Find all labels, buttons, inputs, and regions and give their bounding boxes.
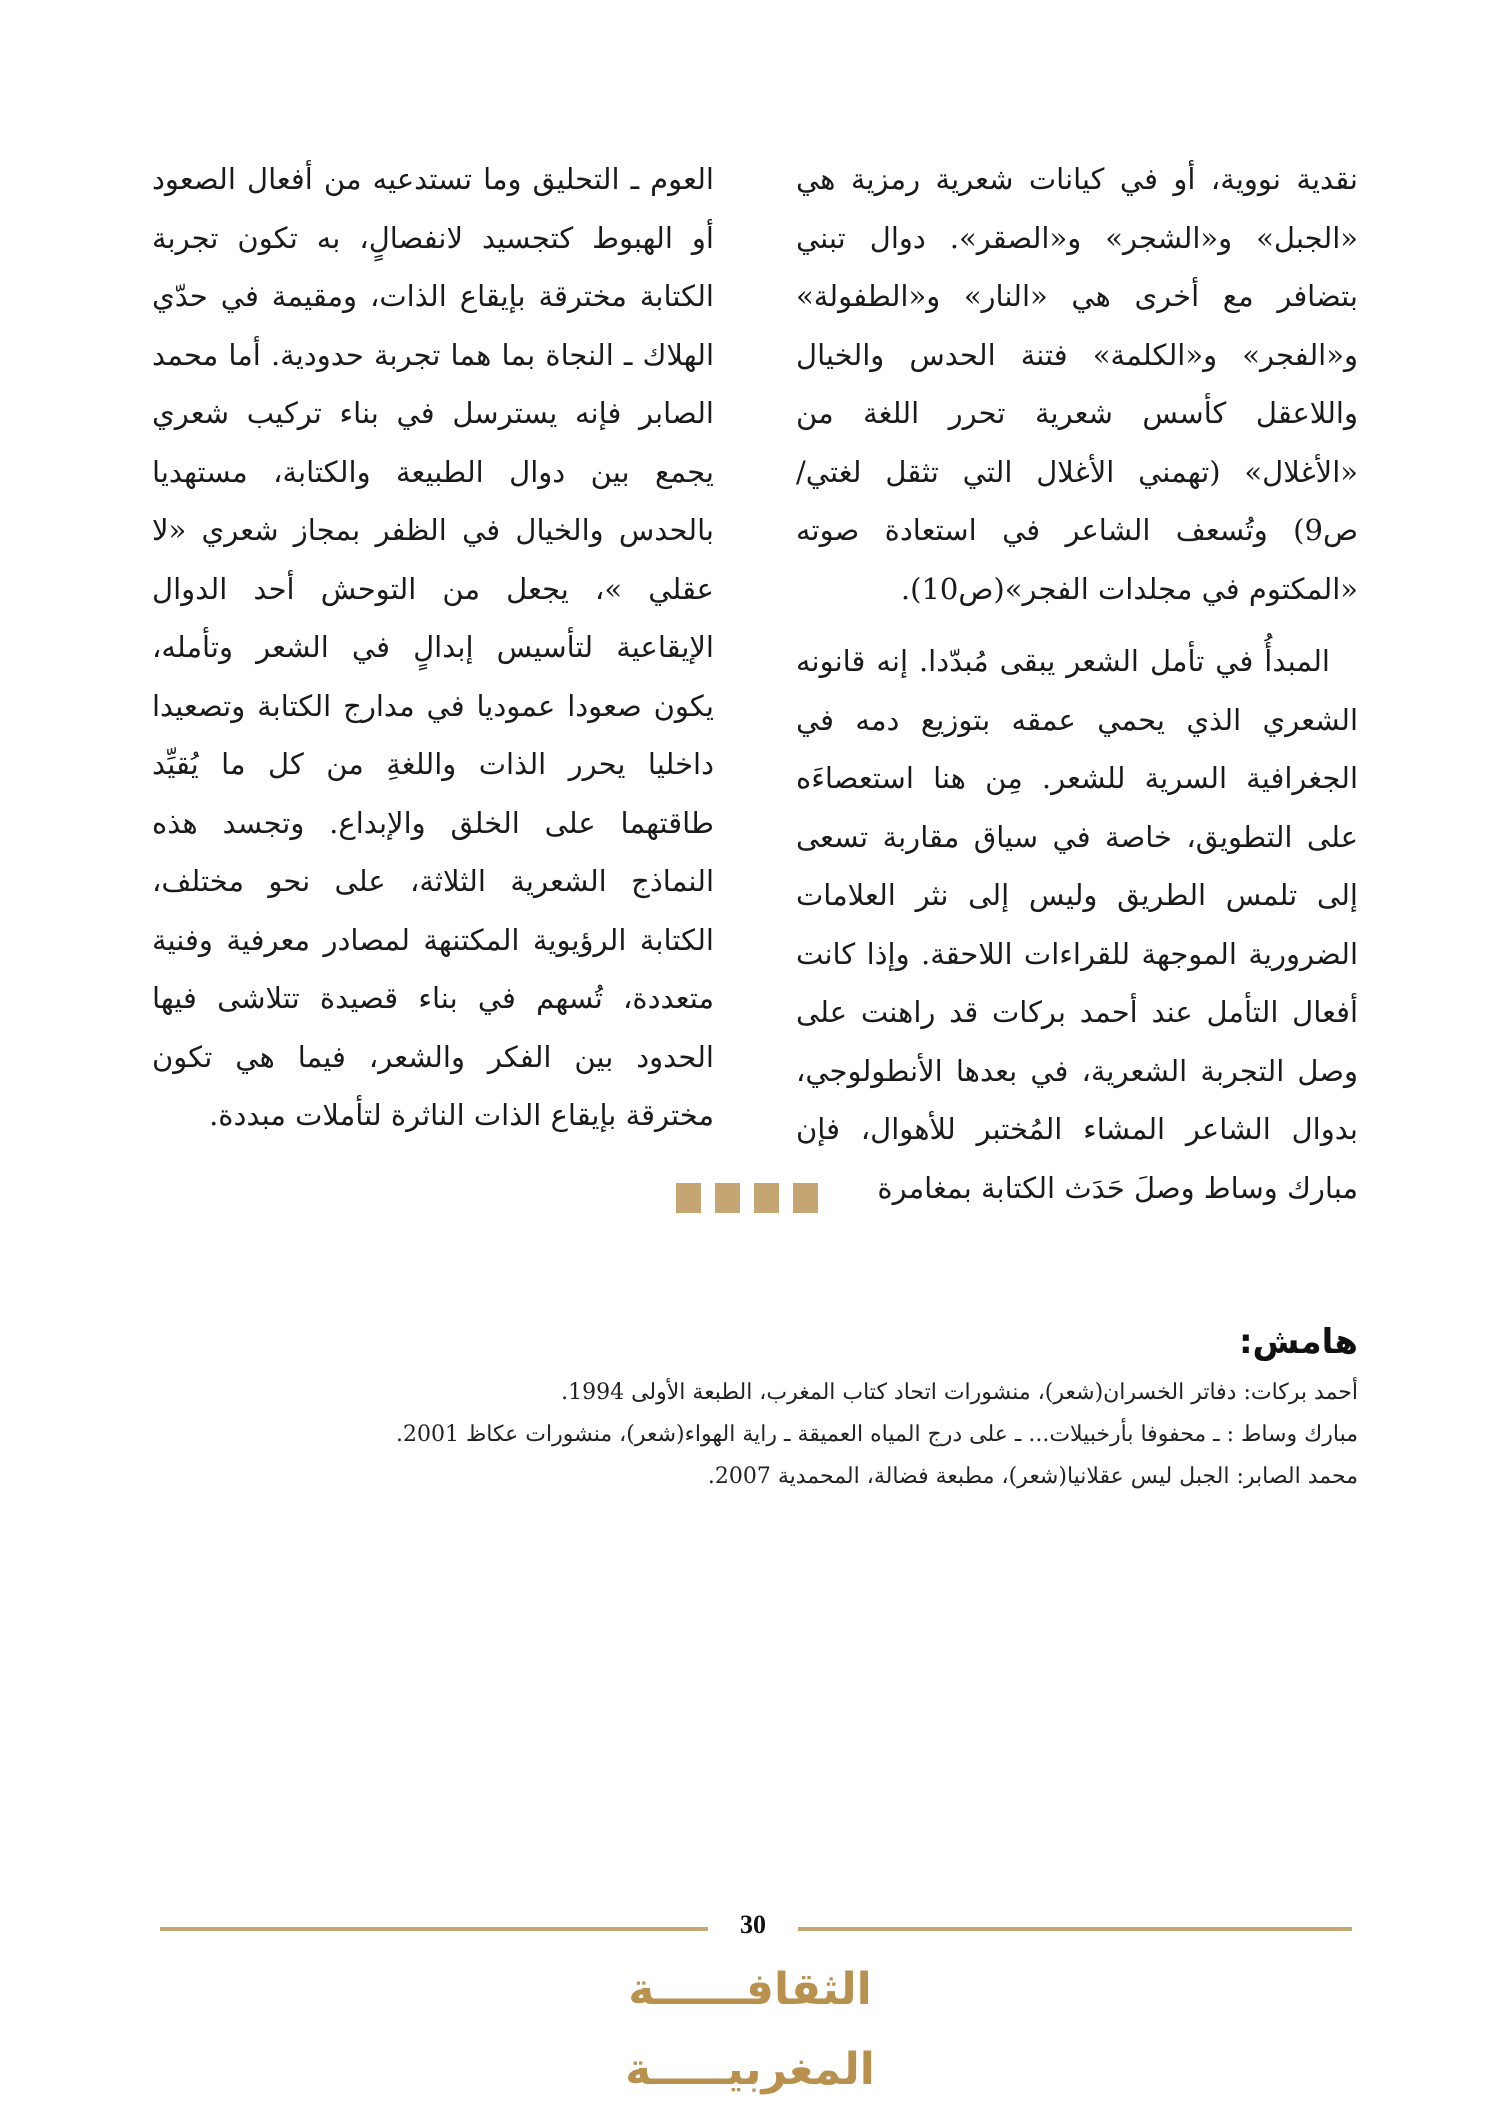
separator-block (676, 1183, 701, 1213)
article-column-right (796, 150, 1358, 1217)
separator-block (793, 1183, 818, 1213)
footnotes-heading: هامش: (1238, 1322, 1358, 1362)
paragraph-2: المبدأُ في تأمل الشعر يبقى مُبدّدا. إنه قانونه الشعري الذي يحمي عمقه بتوزيع دمه في الجغرافية السرية للشعر. مِن هنا استعصاءَه على التطويق، خاصة في سياق مقاربة تسعى إلى تلمس الطريق وليس إلى نثر العلامات الضرورية الموجهة للقراءات اللاحقة. وإذا كانت أفعال التأمل عند أحمد بركات قد راهنت على وصل التجربة الشعرية، في بعدها الأنطولوجي، بدوال الشاعر المشاء المُختبر للأهوال، فإن مبارك وساط وصلَ حَدَث الكتابة بمغامرة (796, 644, 1358, 1205)
magazine-title-logo: الثقافــــــة المغربيـــــة (625, 1964, 875, 2095)
footnote-item: مبارك وساط : ـ محفوفا بأرخبيلات... ـ على درج المياه العميقة ـ راية الهواء(شعر)، منشورات عكاظ 2001. (395, 1422, 1358, 1447)
paragraph-1: نقدية نووية، أو في كيانات شعرية رمزية هي «الجبل» و«الشجر» و«الصقر». دوال تبني بتضافر مع أخرى هي «النار» و«الطفولة» و«الفجر» و«الكلمة» فتنة الحدس والخيال واللاعقل كأسس شعرية تحرر اللغة من «الأغلال» (تهمني الأغلال التي تثقل لغتي/ ص9) وتُسعف الشاعر في استعادة صوته «المكتوم في مجلدات الفجر»(ص10). (796, 162, 1358, 606)
footnote-item: أحمد بركات: دفاتر الخسران(شعر)، منشورات اتحاد كتاب المغرب، الطبعة الأولى 1994. (561, 1380, 1358, 1405)
footnotes (158, 1318, 1358, 1498)
section-separator (676, 1183, 818, 1213)
paragraph-3: العوم ـ التحليق وما تستدعيه من أفعال الصعود أو الهبوط كتجسيد لانفصالٍ، به تكون تجربة الكتابة مخترقة بإيقاع الذات، ومقيمة في حدّي الهلاك ـ النجاة بما هما تجربة حدودية. أما محمد الصابر فإنه يسترسل في بناء تركيب شعري يجمع بين دوال الطبيعة والكتابة، مستهديا بالحدس والخيال في الظفر بمجاز شعري «لا عقلي »، يجعل من التوحش أحد الدوال الإيقاعية لتأسيس إبدالٍ في الشعر وتأمله، يكون صعودا عموديا في مدارج الكتابة وتصعيدا داخليا يحرر الذات واللغةِ من كل ما يُقيِّد طاقتهما على الخلق والإبداع. وتجسد هذه النماذج الشعرية الثلاثة، على نحو مختلف، الكتابة الرؤيوية المكتنهة لمصادر معرفية وفنية متعددة، تُسهم في بناء قصيدة تتلاشى فيها الحدود بين الفكر والشعر، فيما هي تكون مخترقة بإيقاع الذات الناثرة لتأملات مبددة. (152, 162, 714, 1132)
page-number: 30 (708, 1904, 798, 1946)
article-column-left (152, 150, 714, 1145)
separator-block (715, 1183, 740, 1213)
separator-block (754, 1183, 779, 1213)
footnote-item: محمد الصابر: الجبل ليس عقلانيا(شعر)، مطبعة فضالة، المحمدية 2007. (707, 1464, 1358, 1489)
